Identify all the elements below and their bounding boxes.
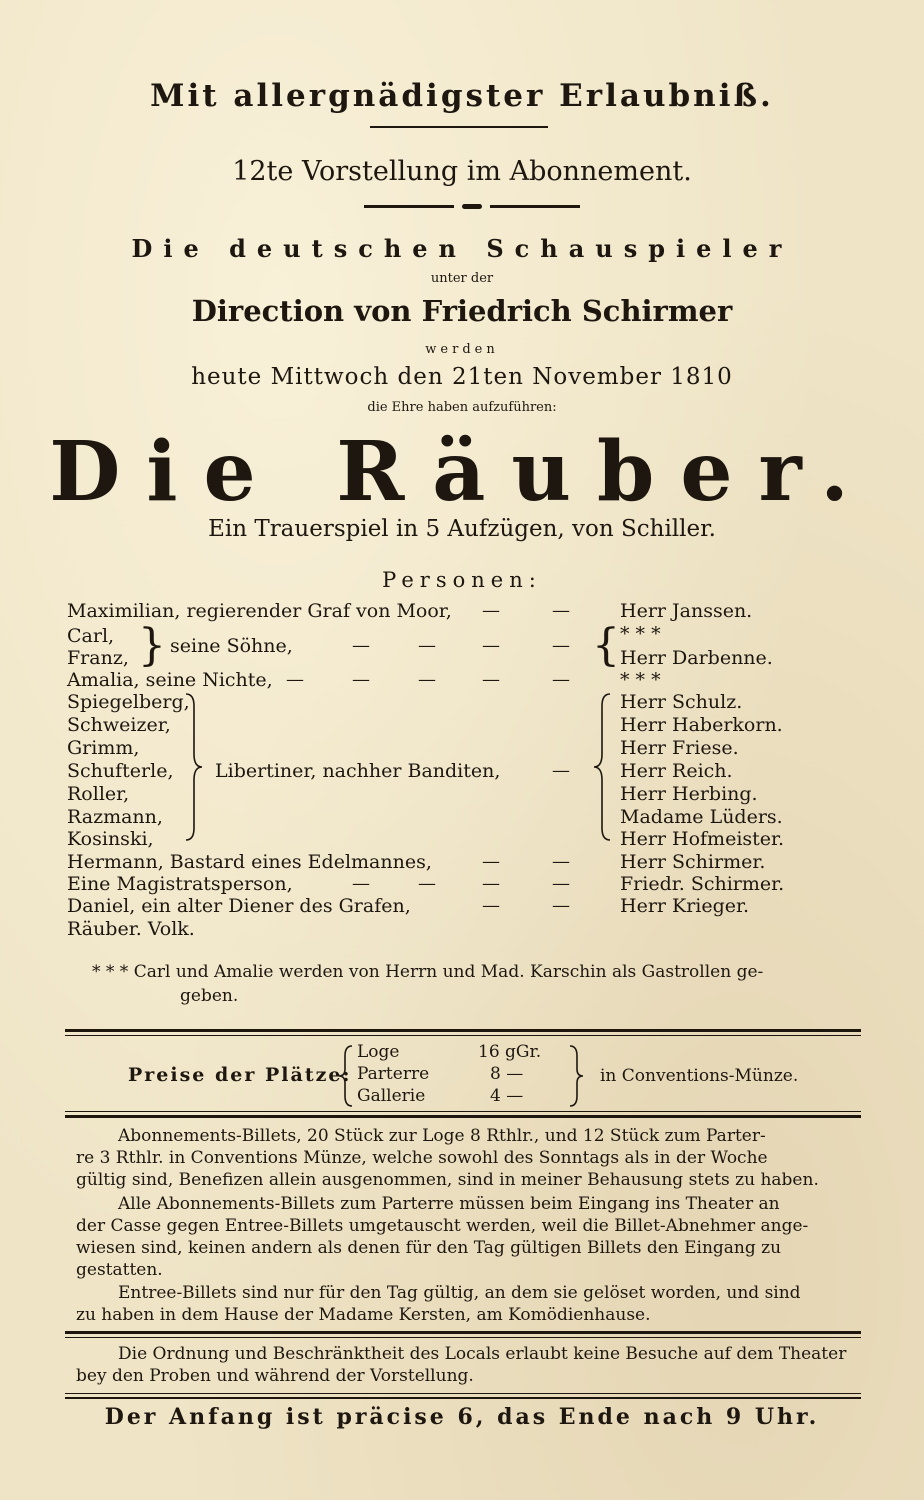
company-line: Die deutschen Schauspieler [131, 234, 793, 263]
entree-note: zu haben in dem Hause der Madame Kersten, am Komödienhause. [76, 1305, 651, 1325]
actor-name: Herr Janssen. [620, 600, 753, 622]
dash: — [418, 873, 436, 894]
order-note: Die Ordnung und Beschränktheit des Locals erlaubt keine Besuche auf dem Theater [118, 1344, 847, 1364]
dash: — [482, 873, 500, 894]
cast-footnote-cont: geben. [180, 986, 239, 1006]
dash: — [352, 669, 370, 690]
dash: — [552, 635, 570, 656]
cast-footnote: * * * Carl und Amalie werden von Herrn und Mad. Karschin als Gastrollen ge- [92, 962, 764, 982]
role-name: Roller, [67, 783, 130, 805]
date-line: heute Mittwoch den 21ten November 1810 [191, 364, 733, 390]
bandits-brace-right-icon [590, 692, 614, 842]
actor-name: Herr Herbing. [620, 783, 758, 805]
prices-brace-left-icon [336, 1044, 356, 1108]
divider-ornament [462, 204, 482, 209]
divider [65, 1393, 861, 1394]
abonnement-note: gültig sind, Benefizen allein ausgenommen, sind in meiner Behausung stets zu haben. [76, 1170, 819, 1190]
role-name: Amalia, seine Nichte, [67, 669, 273, 691]
exchange-note: gestatten. [76, 1260, 163, 1280]
actor-name: Herr Friese. [620, 737, 739, 759]
brace-icon: } [138, 620, 166, 671]
divider [490, 205, 580, 208]
permission-line: Mit allergnädigster Erlaubniß. [150, 78, 774, 114]
dash: — [482, 669, 500, 690]
divider [65, 1111, 861, 1112]
dash: — [286, 669, 304, 690]
price-currency: in Conventions-Münze. [600, 1066, 799, 1086]
role-name: Franz, [67, 647, 129, 669]
exchange-note: wiesen sind, keinen andern als denen für den Tag gültigen Billets den Eingang zu [76, 1238, 782, 1258]
director-line: Direction von Friedrich Schirmer [191, 294, 733, 328]
performance-number: 12te Vorstellung im Abonnement. [232, 156, 692, 187]
price-place: Gallerie [357, 1086, 426, 1106]
group-label: seine Söhne, [170, 635, 293, 657]
abonnement-note: Abonnements-Billets, 20 Stück zur Loge 8 Rthlr., und 12 Stück zum Parter- [118, 1126, 766, 1146]
actor-name: Madame Lüders. [620, 806, 783, 828]
actor-name: Herr Hofmeister. [620, 828, 785, 850]
role-name: Kosinski, [67, 828, 154, 850]
abonnement-note: re 3 Rthlr. in Conventions Münze, welche sowohl des Sonntags als in der Woche [76, 1148, 768, 1168]
actor-name: * * * [620, 623, 661, 645]
role-name: Razmann, [67, 806, 163, 828]
dash: — [482, 895, 500, 916]
werden: werden [425, 342, 499, 357]
entree-note: Entree-Billets sind nur für den Tag gültig, an dem sie gelöset worden, und sind [118, 1283, 801, 1303]
dash: — [418, 635, 436, 656]
actor-name: * * * [620, 669, 661, 691]
role-name: Eine Magistratsperson, [67, 873, 293, 895]
actor-name: Herr Schirmer. [620, 851, 766, 873]
dash: — [482, 635, 500, 656]
play-title: Die Räuber. [49, 424, 875, 520]
cast-heading: Personen: [382, 568, 542, 592]
divider [65, 1397, 861, 1399]
dash: — [482, 600, 500, 621]
role-name: Carl, [67, 625, 115, 647]
order-note: bey den Proben und während der Vorstellung. [76, 1366, 474, 1386]
dash: — [552, 760, 570, 781]
actor-name: Herr Darbenne. [620, 647, 773, 669]
actor-name: Herr Krieger. [620, 895, 750, 917]
role-name: Hermann, Bastard eines Edelmannes, [67, 851, 432, 873]
actor-name: Herr Reich. [620, 760, 733, 782]
divider [65, 1029, 861, 1032]
divider [65, 1035, 861, 1036]
price-place: Loge [357, 1042, 400, 1062]
role-name: Maximilian, regierender Graf von Moor, [67, 600, 452, 622]
actor-name: Herr Schulz. [620, 691, 743, 713]
unter-der: unter der [430, 271, 494, 286]
dash: — [552, 895, 570, 916]
role-name: Spiegelberg, [67, 691, 190, 713]
actor-name: Friedr. Schirmer. [620, 873, 785, 895]
start-time: Der Anfang ist präcise 6, das Ende nach 9 Uhr. [104, 1404, 820, 1430]
bandits-brace-left-icon [182, 692, 206, 842]
exchange-note: Alle Abonnements-Billets zum Parterre müssen beim Eingang ins Theater an [118, 1194, 780, 1214]
dash: — [552, 600, 570, 621]
role-name: Daniel, ein alter Diener des Grafen, [67, 895, 411, 917]
play-subtitle: Ein Trauerspiel in 5 Aufzügen, von Schiller. [208, 516, 716, 542]
price-place: Parterre [357, 1064, 430, 1084]
role-name: Schufterle, [67, 760, 174, 782]
price-value: 8 — [490, 1064, 524, 1084]
exchange-note: der Casse gegen Entree-Billets umgetauscht werden, weil die Billet-Abnehmer ange- [76, 1216, 809, 1236]
prices-label: Preise der Plätze: [128, 1064, 352, 1086]
group-label: Libertiner, nachher Banditen, [215, 760, 501, 782]
role-name: Räuber. Volk. [67, 918, 195, 940]
divider [65, 1115, 861, 1118]
dash: — [552, 669, 570, 690]
price-value: 4 — [490, 1086, 524, 1106]
dash: — [552, 851, 570, 872]
divider [65, 1331, 861, 1334]
honor-line: die Ehre haben aufzuführen: [367, 400, 557, 415]
actor-name: Herr Haberkorn. [620, 714, 783, 736]
divider [370, 126, 548, 128]
divider [65, 1337, 861, 1338]
dash: — [418, 669, 436, 690]
dash: — [352, 635, 370, 656]
brace-icon: { [592, 620, 620, 671]
role-name: Schweizer, [67, 714, 171, 736]
dash: — [552, 873, 570, 894]
price-value: 16 gGr. [478, 1042, 542, 1062]
dash: — [482, 851, 500, 872]
divider [364, 205, 454, 208]
role-name: Grimm, [67, 737, 140, 759]
dash: — [352, 873, 370, 894]
prices-brace-right-icon [566, 1044, 586, 1108]
